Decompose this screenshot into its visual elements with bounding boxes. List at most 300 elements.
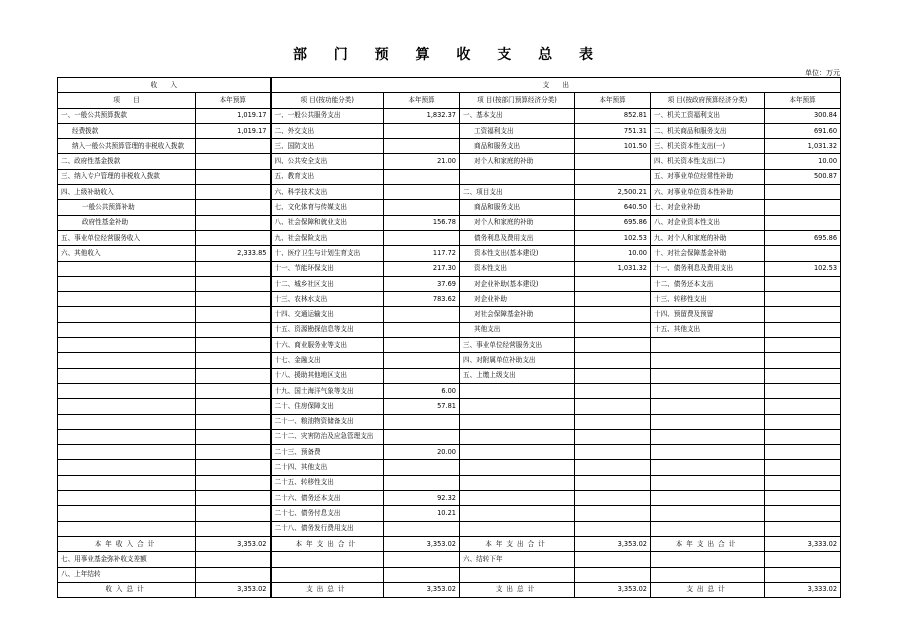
dept-econ-item-cell: 对个人和家庭的补助 bbox=[460, 215, 575, 230]
func-budget-cell bbox=[384, 200, 460, 215]
func-item-cell: 二十四、其他支出 bbox=[271, 460, 384, 475]
income-item-cell bbox=[58, 383, 196, 398]
income-item-cell bbox=[58, 399, 196, 414]
unit-label: 单位：万元 bbox=[805, 69, 840, 77]
gov-econ-item-cell: 本年支出合计 bbox=[651, 536, 765, 551]
dept-econ-budget-cell bbox=[575, 322, 651, 337]
income-item-cell bbox=[58, 276, 196, 291]
gov-econ-item-cell: 十五、其他支出 bbox=[651, 322, 765, 337]
func-budget-cell bbox=[384, 567, 460, 582]
gov-econ-budget-cell bbox=[765, 322, 841, 337]
func-budget-cell: 20.00 bbox=[384, 445, 460, 460]
income-budget-cell bbox=[196, 169, 271, 184]
dept-econ-budget-cell bbox=[575, 491, 651, 506]
table-row bbox=[58, 475, 841, 490]
gov-econ-item-cell: 六、对事业单位资本性补助 bbox=[651, 185, 765, 200]
dept-econ-item-cell: 对企业补助(基本建设) bbox=[460, 276, 575, 291]
gov-econ-budget-cell: 500.87 bbox=[765, 169, 841, 184]
table-row bbox=[58, 383, 841, 398]
dept-econ-budget-header: 本年预算 bbox=[575, 93, 651, 108]
func-item-cell: 二十八、债务发行费用支出 bbox=[271, 521, 384, 536]
dept-econ-budget-cell bbox=[575, 521, 651, 536]
gov-econ-budget-header: 本年预算 bbox=[765, 93, 841, 108]
table-row bbox=[58, 399, 841, 414]
func-item-cell: 二十六、债务还本支出 bbox=[271, 491, 384, 506]
dept-econ-item-cell: 商品和服务支出 bbox=[460, 200, 575, 215]
income-item-cell: 七、用事业基金弥补收支差额 bbox=[58, 552, 196, 567]
income-budget-cell bbox=[196, 307, 271, 322]
func-item-cell bbox=[271, 567, 384, 582]
dept-econ-budget-cell bbox=[575, 552, 651, 567]
income-budget-cell bbox=[196, 521, 271, 536]
header-row-2 bbox=[58, 93, 841, 108]
income-budget-cell bbox=[196, 338, 271, 353]
income-budget-cell bbox=[196, 368, 271, 383]
income-item-cell: 六、其他收入 bbox=[58, 246, 196, 261]
func-item-cell: 十三、农林水支出 bbox=[271, 292, 384, 307]
income-item-cell bbox=[58, 353, 196, 368]
table-row bbox=[58, 139, 841, 154]
gov-econ-item-cell bbox=[651, 368, 765, 383]
dept-econ-item-cell: 支出总计 bbox=[460, 582, 575, 597]
func-budget-cell bbox=[384, 123, 460, 138]
dept-econ-item-cell: 资本性支出 bbox=[460, 261, 575, 276]
func-item-cell: 六、科学技术支出 bbox=[271, 185, 384, 200]
income-budget-cell: 2,333.85 bbox=[196, 246, 271, 261]
gov-econ-budget-cell: 10.00 bbox=[765, 154, 841, 169]
dept-econ-item-cell: 一、基本支出 bbox=[460, 108, 575, 123]
gov-econ-budget-cell bbox=[765, 491, 841, 506]
income-budget-cell bbox=[196, 353, 271, 368]
income-item-cell bbox=[58, 322, 196, 337]
income-item-cell bbox=[58, 338, 196, 353]
gov-econ-item-cell bbox=[651, 491, 765, 506]
income-budget-cell bbox=[196, 154, 271, 169]
func-item-cell: 支出总计 bbox=[271, 582, 384, 597]
table-row bbox=[58, 123, 841, 138]
func-item-cell: 二十三、预备费 bbox=[271, 445, 384, 460]
dept-econ-item-cell bbox=[460, 475, 575, 490]
gov-econ-item-header: 项 目(按政府预算经济分类) bbox=[651, 93, 765, 108]
table-row bbox=[58, 185, 841, 200]
dept-econ-item-cell: 工资福利支出 bbox=[460, 123, 575, 138]
gov-econ-item-cell: 四、机关资本性支出(二) bbox=[651, 154, 765, 169]
income-item-cell: 五、事业单位经营服务收入 bbox=[58, 230, 196, 245]
gov-econ-item-cell bbox=[651, 338, 765, 353]
income-budget-cell bbox=[196, 185, 271, 200]
gov-econ-budget-cell: 1,031.32 bbox=[765, 139, 841, 154]
dept-econ-budget-cell bbox=[575, 567, 651, 582]
func-budget-cell bbox=[384, 521, 460, 536]
income-item-cell bbox=[58, 261, 196, 276]
dept-econ-item-cell bbox=[460, 521, 575, 536]
income-item-cell: 经费拨款 bbox=[58, 123, 196, 138]
dept-econ-item-cell: 其他支出 bbox=[460, 322, 575, 337]
func-budget-cell: 6.00 bbox=[384, 383, 460, 398]
dept-econ-budget-cell: 3,353.02 bbox=[575, 582, 651, 597]
table-row bbox=[58, 338, 841, 353]
table-row bbox=[58, 230, 841, 245]
func-budget-cell: 21.00 bbox=[384, 154, 460, 169]
income-item-cell bbox=[58, 368, 196, 383]
gov-econ-item-cell: 一、机关工资福利支出 bbox=[651, 108, 765, 123]
table-row bbox=[58, 276, 841, 291]
dept-econ-item-cell bbox=[460, 567, 575, 582]
gov-econ-budget-cell bbox=[765, 215, 841, 230]
gov-econ-budget-cell: 691.60 bbox=[765, 123, 841, 138]
dept-econ-budget-cell: 751.31 bbox=[575, 123, 651, 138]
table-row bbox=[58, 521, 841, 536]
income-item-cell bbox=[58, 521, 196, 536]
gov-econ-item-cell: 支出总计 bbox=[651, 582, 765, 597]
income-item-cell: 政府性基金补助 bbox=[58, 215, 196, 230]
func-item-cell: 十、医疗卫生与计划生育支出 bbox=[271, 246, 384, 261]
func-budget-cell bbox=[384, 368, 460, 383]
func-item-cell: 七、文化体育与传媒支出 bbox=[271, 200, 384, 215]
gov-econ-item-cell bbox=[651, 475, 765, 490]
income-budget-cell bbox=[196, 322, 271, 337]
income-budget-cell bbox=[196, 261, 271, 276]
func-budget-cell: 117.72 bbox=[384, 246, 460, 261]
func-budget-cell bbox=[384, 139, 460, 154]
table-row bbox=[58, 536, 841, 551]
gov-econ-budget-cell bbox=[765, 383, 841, 398]
func-budget-header: 本年预算 bbox=[384, 93, 460, 108]
dept-econ-item-cell: 二、项目支出 bbox=[460, 185, 575, 200]
func-item-cell: 十八、援助其他地区支出 bbox=[271, 368, 384, 383]
dept-econ-item-cell: 六、结转下年 bbox=[460, 552, 575, 567]
table-row bbox=[58, 567, 841, 582]
income-item-cell bbox=[58, 475, 196, 490]
gov-econ-item-cell bbox=[651, 429, 765, 444]
gov-econ-item-cell bbox=[651, 567, 765, 582]
func-item-cell: 十五、资源勘探信息等支出 bbox=[271, 322, 384, 337]
gov-econ-item-cell bbox=[651, 353, 765, 368]
income-budget-cell bbox=[196, 475, 271, 490]
func-item-cell: 八、社会保障和就业支出 bbox=[271, 215, 384, 230]
table-row bbox=[58, 246, 841, 261]
dept-econ-budget-cell bbox=[575, 292, 651, 307]
income-header: 收 入 bbox=[58, 78, 271, 93]
dept-econ-budget-cell bbox=[575, 414, 651, 429]
dept-econ-item-cell bbox=[460, 169, 575, 184]
income-budget-header: 本年预算 bbox=[196, 93, 271, 108]
dept-econ-budget-cell: 640.50 bbox=[575, 200, 651, 215]
dept-econ-item-cell: 本年支出合计 bbox=[460, 536, 575, 551]
income-budget-cell bbox=[196, 230, 271, 245]
gov-econ-budget-cell bbox=[765, 292, 841, 307]
gov-econ-item-cell: 十四、预留费及预留 bbox=[651, 307, 765, 322]
dept-econ-item-cell bbox=[460, 383, 575, 398]
dept-econ-budget-cell bbox=[575, 383, 651, 398]
gov-econ-item-cell: 九、对个人和家庭的补助 bbox=[651, 230, 765, 245]
table-row bbox=[58, 353, 841, 368]
func-item-cell: 二十七、债务付息支出 bbox=[271, 506, 384, 521]
income-budget-cell: 3,353.02 bbox=[196, 536, 271, 551]
income-budget-cell bbox=[196, 200, 271, 215]
gov-econ-item-cell: 十二、债务还本支出 bbox=[651, 276, 765, 291]
header-row-1 bbox=[58, 78, 841, 93]
table-row bbox=[58, 460, 841, 475]
dept-econ-item-cell: 三、事业单位经营服务支出 bbox=[460, 338, 575, 353]
dept-econ-budget-cell bbox=[575, 368, 651, 383]
func-budget-cell bbox=[384, 353, 460, 368]
income-item-cell bbox=[58, 491, 196, 506]
income-item-cell bbox=[58, 307, 196, 322]
func-budget-cell bbox=[384, 429, 460, 444]
func-budget-cell bbox=[384, 552, 460, 567]
table-row bbox=[58, 307, 841, 322]
func-budget-cell: 3,353.02 bbox=[384, 536, 460, 551]
func-budget-cell: 37.69 bbox=[384, 276, 460, 291]
gov-econ-item-cell: 七、对企业补助 bbox=[651, 200, 765, 215]
gov-econ-budget-cell bbox=[765, 414, 841, 429]
table-row bbox=[58, 552, 841, 567]
income-item-cell: 一般公共预算补助 bbox=[58, 200, 196, 215]
func-item-cell: 十七、金融支出 bbox=[271, 353, 384, 368]
dept-econ-budget-cell: 852.81 bbox=[575, 108, 651, 123]
dept-econ-item-cell bbox=[460, 460, 575, 475]
gov-econ-budget-cell bbox=[765, 429, 841, 444]
income-budget-cell bbox=[196, 414, 271, 429]
func-budget-cell: 3,353.02 bbox=[384, 582, 460, 597]
func-item-cell: 十九、国土海洋气象等支出 bbox=[271, 383, 384, 398]
table-row bbox=[58, 154, 841, 169]
dept-econ-budget-cell bbox=[575, 506, 651, 521]
func-item-cell: 十四、交通运输支出 bbox=[271, 307, 384, 322]
gov-econ-item-cell bbox=[651, 383, 765, 398]
gov-econ-budget-cell bbox=[765, 246, 841, 261]
gov-econ-item-cell bbox=[651, 414, 765, 429]
func-budget-cell bbox=[384, 169, 460, 184]
income-budget-cell bbox=[196, 506, 271, 521]
income-item-cell: 三、纳入专户管理的非税收入拨款 bbox=[58, 169, 196, 184]
income-item-cell bbox=[58, 460, 196, 475]
income-budget-cell: 1,019.17 bbox=[196, 108, 271, 123]
func-item-cell: 二十一、粮油物资储备支出 bbox=[271, 414, 384, 429]
gov-econ-budget-cell bbox=[765, 506, 841, 521]
gov-econ-budget-cell bbox=[765, 460, 841, 475]
dept-econ-item-cell: 债务利息及费用支出 bbox=[460, 230, 575, 245]
income-budget-cell bbox=[196, 445, 271, 460]
table-row bbox=[58, 261, 841, 276]
gov-econ-item-cell: 十三、转移性支出 bbox=[651, 292, 765, 307]
gov-econ-budget-cell: 300.84 bbox=[765, 108, 841, 123]
dept-econ-budget-cell bbox=[575, 169, 651, 184]
expense-header: 支 出 bbox=[271, 78, 841, 93]
dept-econ-item-cell bbox=[460, 414, 575, 429]
dept-econ-item-cell bbox=[460, 445, 575, 460]
table-row bbox=[58, 414, 841, 429]
table-row bbox=[58, 292, 841, 307]
gov-econ-budget-cell: 3,333.02 bbox=[765, 582, 841, 597]
dept-econ-item-cell: 资本性支出(基本建设) bbox=[460, 246, 575, 261]
income-item-cell bbox=[58, 414, 196, 429]
func-item-cell: 二十五、转移性支出 bbox=[271, 475, 384, 490]
func-item-cell: 十一、节能环保支出 bbox=[271, 261, 384, 276]
income-item-cell: 一、一般公共预算拨款 bbox=[58, 108, 196, 123]
func-item-cell: 三、国防支出 bbox=[271, 139, 384, 154]
income-item-cell: 收入总计 bbox=[58, 582, 196, 597]
gov-econ-item-cell: 八、对企业资本性支出 bbox=[651, 215, 765, 230]
dept-econ-item-cell bbox=[460, 399, 575, 414]
income-budget-cell bbox=[196, 383, 271, 398]
dept-econ-budget-cell bbox=[575, 338, 651, 353]
gov-econ-item-cell: 十一、债务利息及费用支出 bbox=[651, 261, 765, 276]
func-budget-cell: 156.78 bbox=[384, 215, 460, 230]
table-row bbox=[58, 169, 841, 184]
dept-econ-budget-cell: 1,031.32 bbox=[575, 261, 651, 276]
dept-econ-budget-cell bbox=[575, 445, 651, 460]
dept-econ-budget-cell: 102.53 bbox=[575, 230, 651, 245]
income-item-cell bbox=[58, 445, 196, 460]
dept-econ-budget-cell bbox=[575, 399, 651, 414]
table-row bbox=[58, 445, 841, 460]
income-item-cell: 本年收入合计 bbox=[58, 536, 196, 551]
income-item-cell: 八、上年结转 bbox=[58, 567, 196, 582]
table-row bbox=[58, 108, 841, 123]
gov-econ-item-cell: 三、机关资本性支出(一) bbox=[651, 139, 765, 154]
dept-econ-item-cell bbox=[460, 429, 575, 444]
func-budget-cell: 783.62 bbox=[384, 292, 460, 307]
dept-econ-item-cell: 对个人和家庭的补助 bbox=[460, 154, 575, 169]
func-budget-cell: 1,832.37 bbox=[384, 108, 460, 123]
func-item-cell: 九、社会保险支出 bbox=[271, 230, 384, 245]
dept-econ-item-cell bbox=[460, 506, 575, 521]
dept-econ-item-cell: 五、上缴上级支出 bbox=[460, 368, 575, 383]
func-budget-cell bbox=[384, 414, 460, 429]
dept-econ-item-cell: 商品和服务支出 bbox=[460, 139, 575, 154]
page-title: 部 门 预 算 收 支 总 表 bbox=[292, 47, 605, 63]
func-budget-cell: 57.81 bbox=[384, 399, 460, 414]
gov-econ-item-cell bbox=[651, 399, 765, 414]
income-budget-cell bbox=[196, 567, 271, 582]
func-budget-cell: 92.32 bbox=[384, 491, 460, 506]
dept-econ-budget-cell bbox=[575, 353, 651, 368]
gov-econ-budget-cell bbox=[765, 445, 841, 460]
income-budget-cell bbox=[196, 292, 271, 307]
dept-econ-budget-cell: 2,500.21 bbox=[575, 185, 651, 200]
dept-econ-budget-cell bbox=[575, 276, 651, 291]
func-budget-cell bbox=[384, 475, 460, 490]
table-row bbox=[58, 200, 841, 215]
dept-econ-budget-cell bbox=[575, 475, 651, 490]
income-budget-cell bbox=[196, 215, 271, 230]
func-item-cell: 二十、住房保障支出 bbox=[271, 399, 384, 414]
table-row bbox=[58, 215, 841, 230]
gov-econ-budget-cell: 695.86 bbox=[765, 230, 841, 245]
income-item-cell bbox=[58, 292, 196, 307]
func-item-cell: 本年支出合计 bbox=[271, 536, 384, 551]
table-row bbox=[58, 322, 841, 337]
dept-econ-budget-cell: 695.86 bbox=[575, 215, 651, 230]
income-item-header: 项 目 bbox=[58, 93, 196, 108]
income-item-cell bbox=[58, 506, 196, 521]
dept-econ-budget-cell bbox=[575, 429, 651, 444]
income-item-cell: 纳入一般公共预算管理的非税收入拨款 bbox=[58, 139, 196, 154]
income-budget-cell: 1,019.17 bbox=[196, 123, 271, 138]
gov-econ-budget-cell bbox=[765, 338, 841, 353]
func-item-cell: 五、教育支出 bbox=[271, 169, 384, 184]
gov-econ-budget-cell bbox=[765, 276, 841, 291]
table-row bbox=[58, 429, 841, 444]
dept-econ-item-cell: 四、对附属单位补助支出 bbox=[460, 353, 575, 368]
dept-econ-budget-cell bbox=[575, 307, 651, 322]
income-item-cell: 四、上级补助收入 bbox=[58, 185, 196, 200]
gov-econ-item-cell bbox=[651, 460, 765, 475]
income-budget-cell bbox=[196, 399, 271, 414]
dept-econ-budget-cell: 101.50 bbox=[575, 139, 651, 154]
gov-econ-item-cell bbox=[651, 506, 765, 521]
budget-summary-table bbox=[57, 77, 841, 598]
dept-econ-budget-cell: 3,353.02 bbox=[575, 536, 651, 551]
gov-econ-item-cell bbox=[651, 445, 765, 460]
gov-econ-budget-cell bbox=[765, 399, 841, 414]
dept-econ-item-header: 项 目(按部门预算经济分类) bbox=[460, 93, 575, 108]
income-budget-cell bbox=[196, 429, 271, 444]
func-budget-cell: 217.30 bbox=[384, 261, 460, 276]
func-budget-cell bbox=[384, 460, 460, 475]
func-budget-cell bbox=[384, 307, 460, 322]
income-budget-cell bbox=[196, 491, 271, 506]
income-budget-cell: 3,353.02 bbox=[196, 582, 271, 597]
func-budget-cell bbox=[384, 185, 460, 200]
table-row bbox=[58, 491, 841, 506]
income-item-cell bbox=[58, 429, 196, 444]
func-item-cell: 四、公共安全支出 bbox=[271, 154, 384, 169]
func-item-cell: 十二、城乡社区支出 bbox=[271, 276, 384, 291]
gov-econ-budget-cell: 3,333.02 bbox=[765, 536, 841, 551]
income-budget-cell bbox=[196, 460, 271, 475]
func-budget-cell bbox=[384, 338, 460, 353]
gov-econ-item-cell bbox=[651, 521, 765, 536]
table-row bbox=[58, 368, 841, 383]
func-item-cell: 一、一般公共服务支出 bbox=[271, 108, 384, 123]
func-budget-cell bbox=[384, 230, 460, 245]
func-budget-cell: 10.21 bbox=[384, 506, 460, 521]
table-row bbox=[58, 582, 841, 597]
gov-econ-budget-cell bbox=[765, 307, 841, 322]
dept-econ-budget-cell bbox=[575, 154, 651, 169]
gov-econ-item-cell: 二、机关商品和服务支出 bbox=[651, 123, 765, 138]
gov-econ-budget-cell bbox=[765, 200, 841, 215]
gov-econ-budget-cell bbox=[765, 185, 841, 200]
dept-econ-item-cell: 对企业补助 bbox=[460, 292, 575, 307]
dept-econ-item-cell: 对社会保障基金补助 bbox=[460, 307, 575, 322]
func-item-cell bbox=[271, 552, 384, 567]
dept-econ-item-cell bbox=[460, 491, 575, 506]
func-item-cell: 十六、商业服务业等支出 bbox=[271, 338, 384, 353]
gov-econ-budget-cell bbox=[765, 353, 841, 368]
gov-econ-item-cell: 十、对社会保障基金补助 bbox=[651, 246, 765, 261]
func-item-cell: 二十二、灾害防治及应急管理支出 bbox=[271, 429, 384, 444]
func-item-header: 项 目(按功能分类) bbox=[271, 93, 384, 108]
func-item-cell: 二、外交支出 bbox=[271, 123, 384, 138]
dept-econ-budget-cell: 10.00 bbox=[575, 246, 651, 261]
income-budget-cell bbox=[196, 552, 271, 567]
income-budget-cell bbox=[196, 276, 271, 291]
gov-econ-item-cell bbox=[651, 552, 765, 567]
income-budget-cell bbox=[196, 139, 271, 154]
gov-econ-budget-cell bbox=[765, 368, 841, 383]
gov-econ-budget-cell bbox=[765, 552, 841, 567]
table-row bbox=[58, 506, 841, 521]
income-item-cell: 二、政府性基金拨款 bbox=[58, 154, 196, 169]
gov-econ-budget-cell bbox=[765, 521, 841, 536]
gov-econ-item-cell: 五、对事业单位经常性补助 bbox=[651, 169, 765, 184]
dept-econ-budget-cell bbox=[575, 460, 651, 475]
func-budget-cell bbox=[384, 322, 460, 337]
